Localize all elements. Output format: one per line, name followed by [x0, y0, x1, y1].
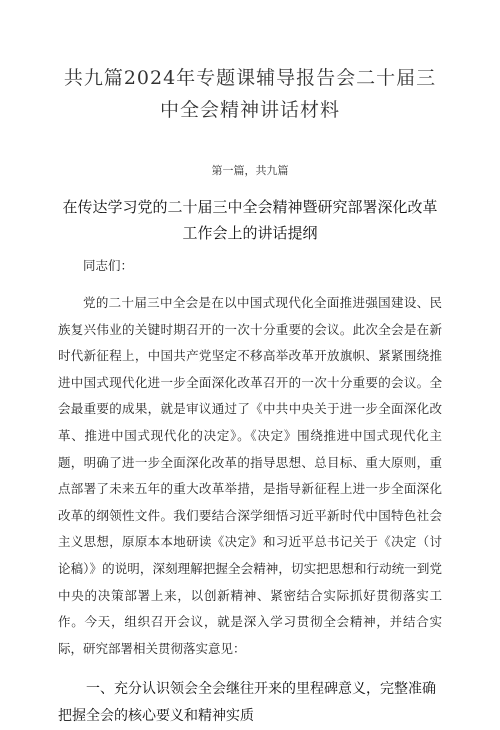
document-title: 共九篇2024年专题课辅导报告会二十届三中全会精神讲话材料 — [63, 67, 437, 121]
document-subtitle: 第一篇，共九篇 — [211, 164, 289, 177]
salutation: 同志们： — [83, 258, 134, 273]
speech-title: 在传达学习党的二十届三中全会精神暨研究部署深化改革工作会上的讲话提纲 — [62, 198, 438, 242]
body-paragraph: 党的二十届三中全会是在以中国式现代化全面推进强国建设、民族复兴伟业的关键时期召开的一次十分重要的会议。此次全会是在新时代新征程上，中国共产党坚定不移高举改革开放旗帜、紧紧围绕推进中国式现代化进一步全面深化改革召开的一次十分重要的会议。全会最重要的成果，就是审议通过了《中共中央关于进一步全面深化改革、推进中国式现代化的决定》。《决定》围绕推进中国式现代化主题，明确了进一步全面深化改革的指导思想、总目标、重大原则，重点部署了未来五年的重大改革举措，是指导新征程上进一步全面深化改革的纲领性文件。我们要结合深学细悟习近平新时代中国特色社会主义思想，原原本本地研读《决定》和习近平总书记关于《决定（讨论稿）》的说明，深刻理解把握全会精神，切实把思想和行动统一到党中央的决策部署上来，以创新精神、紧密结合实际抓好贯彻落实工作。今天，组织召开会议，就是深入学习贯彻全会精神，并结合实际，研究部署相关贯彻落实意见： — [58, 295, 442, 656]
section-heading: 一、充分认识领会全会继往开来的里程碑意义，完整准确把握全会的核心要义和精神实质 — [58, 681, 436, 725]
